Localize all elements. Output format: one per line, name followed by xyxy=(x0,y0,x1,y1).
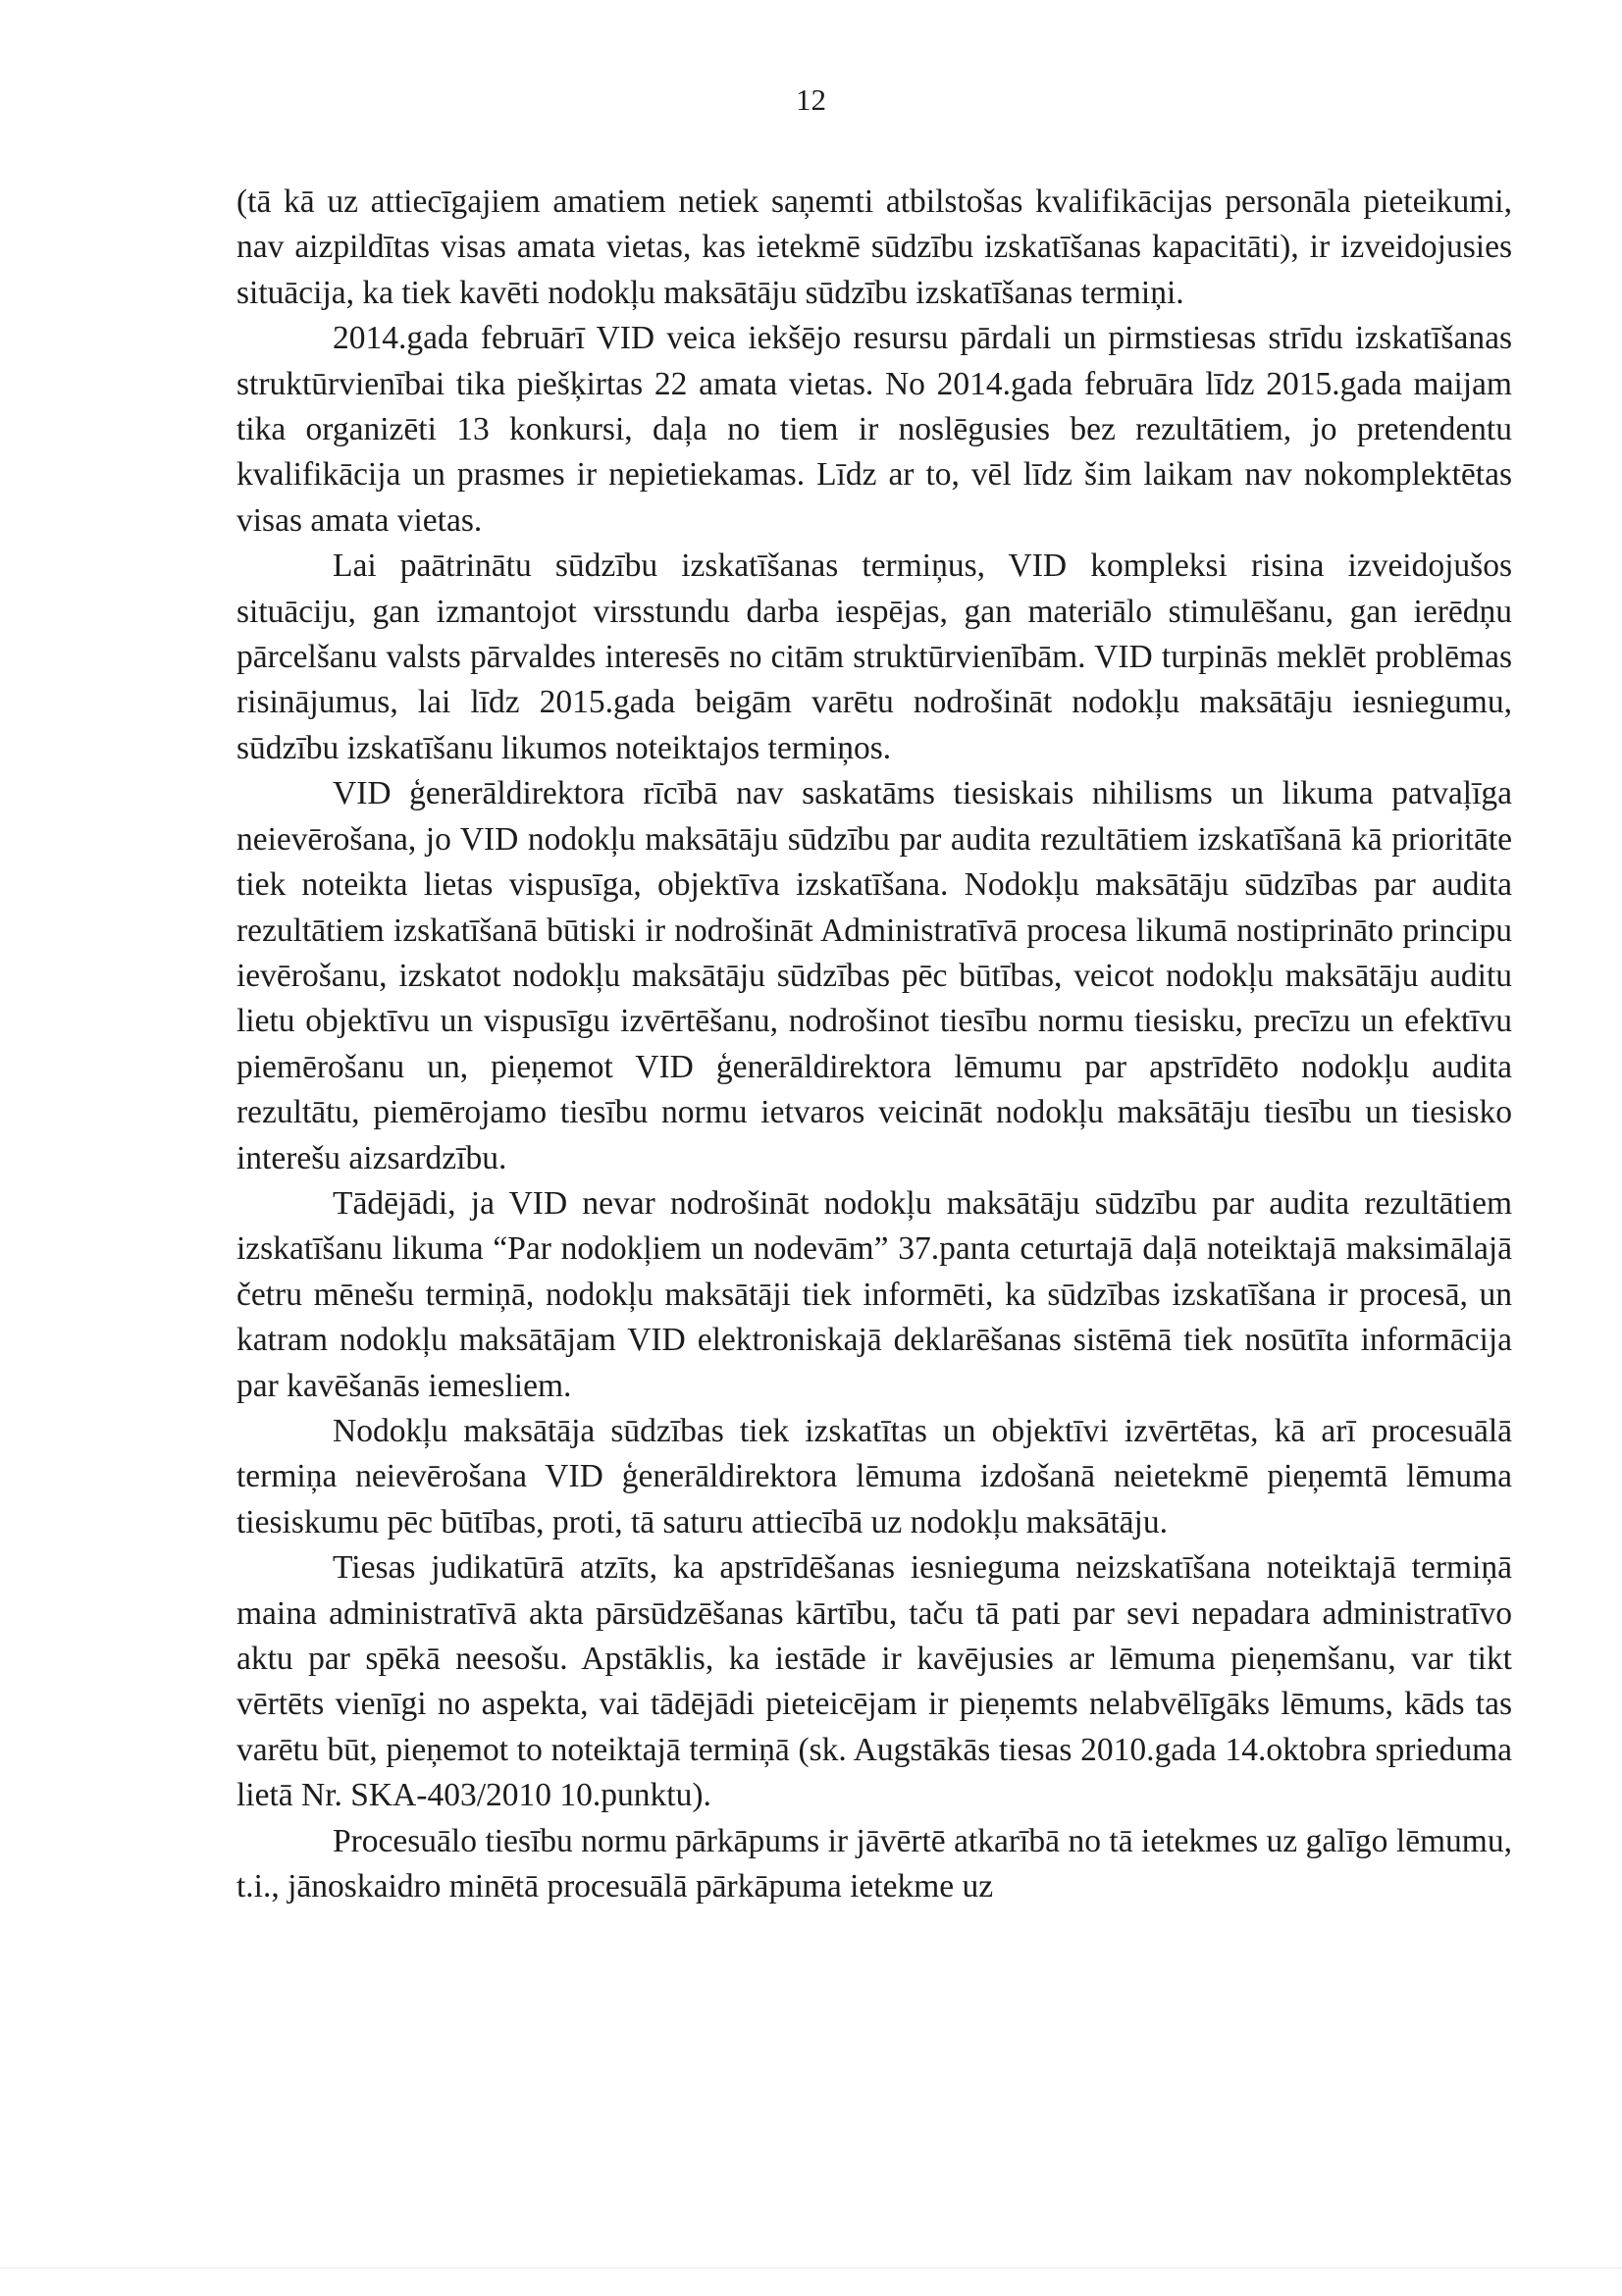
document-body xyxy=(236,180,1512,1909)
paragraph-director-general: VID ģenerāldirektora rīcībā nav saskatāms tiesiskais nihilisms un likuma patvaļīga neievērošana, jo VID nodokļu maksātāju sūdzību par audita rezultātiem izskatīšanā kā prioritāte tiek noteikta lietas vispusīga, objektīva izskatīšana. Nodokļu maksātāju sūdzības par audita rezultātiem izskatīšanā būtiski ir nodrošināt Administratīvā procesa likumā nostiprināto principu ievērošanu, izskatot nodokļu maksātāju sūdzības pēc būtības, veicot nodokļu maksātāju auditu lietu objektīvu un vispusīgu izvērtēšanu, nodrošinot tiesību normu tiesisku, precīzu un efektīvu piemērošanu un, pieņemot VID ģenerāldirektora lēmumu par apstrīdēto nodokļu audita rezultātu, piemērojamo tiesību normu ietvaros veicināt nodokļu maksātāju tiesību un tiesisko interešu aizsardzību. xyxy=(236,775,1512,1176)
paragraph-speed-up-measures: Lai paātrinātu sūdzību izskatīšanas termiņus, VID kompleksi risina izveidojušos situāciju, gan izmantojot virsstundu darba iespējas, gan materiālo stimulēšanu, gan ierēdņu pārcelšanu valsts pārvaldes interesēs no citām struktūrvienībām. VID turpinās meklēt problēmas risinājumus, lai līdz 2015.gada beigām varētu nodrošināt nodokļu maksātāju iesniegumu, sūdzību izskatīšanu likumos noteiktajos termiņos. xyxy=(236,548,1512,766)
paragraph-taxpayer-notification: Tādējādi, ja VID nevar nodrošināt nodokļu maksātāju sūdzību par audita rezultātiem izskatīšanu likuma “Par nodokļiem un nodevām” 37.panta ceturtajā daļā noteiktajā maksimālajā četru mēnešu termiņā, nodokļu maksātāji tiek informēti, ka sūdzības izskatīšana ir procesā, un katram nodokļu maksātājam VID elektroniskajā deklarēšanas sistēmā tiek nosūtīta informācija par kavēšanās iemesliem. xyxy=(236,1184,1512,1404)
scan-edge-line xyxy=(0,2268,1622,2269)
paragraph-case-law: Tiesas judikatūrā atzīts, ka apstrīdēšanas iesnieguma neizskatīšana noteiktajā termiņā maina administratīvā akta pārsūdzēšanas kārtību, taču tā pati par sevi nepadara administratīvo aktu par spēkā neesošu. Apstāklis, ka iestāde ir kavējusies ar lēmuma pieņemšanu, var tikt vērtēts vienīgi no aspekta, vai tādējādi pieteicējam ir pieņemts nelabvēlīgāks lēmums, kāds tas varētu būt, pieņemot to noteiktajā termiņā (sk. Augstākās tiesas 2010.gada 14.oktobra sprieduma lietā Nr. SKA-403/2010 10.punktu). xyxy=(236,1549,1512,1814)
paragraph-resource-reallocation: 2014.gada februārī VID veica iekšējo resursu pārdali un pirmstiesas strīdu izskatīšanas struktūrvienībai tika piešķirtas 22 amata vietas. No 2014.gada februāra līdz 2015.gada maijam tika organizēti 13 konkursi, daļa no tiem ir noslēgusies bez rezultātiem, jo pretendentu kvalifikācija un prasmes ir nepietiekamas. Līdz ar to, vēl līdz šim laikam nav nokomplektētas visas amata vietas. xyxy=(236,320,1512,539)
page-number: 12 xyxy=(796,82,826,117)
paragraph-continuation: (tā kā uz attiecīgajiem amatiem netiek saņemti atbilstošas kvalifikācijas personāla pieteikumi, nav aizpildītas visas amata vietas, kas ietekmē sūdzību izskatīšanas kapacitāti), ir izveidojusies situācija, ka tiek kavēti nodokļu maksātāju sūdzību izskatīšanas termiņi. xyxy=(236,183,1512,311)
paragraph-procedural-violation: Procesuālo tiesību normu pārkāpums ir jāvērtē atkarībā no tā ietekmes uz galīgo lēmumu, t.i., jānoskaidro minētā procesuālā pārkāpuma ietekme uz xyxy=(236,1822,1512,1905)
paragraph-objective-evaluation: Nodokļu maksātāja sūdzības tiek izskatītas un objektīvi izvērtētas, kā arī procesuālā termiņa neievērošana VID ģenerāldirektora lēmuma izdošanā neietekmē pieņemtā lēmuma tiesiskumu pēc būtības, proti, tā saturu attiecībā uz nodokļu maksātāju. xyxy=(236,1412,1512,1540)
